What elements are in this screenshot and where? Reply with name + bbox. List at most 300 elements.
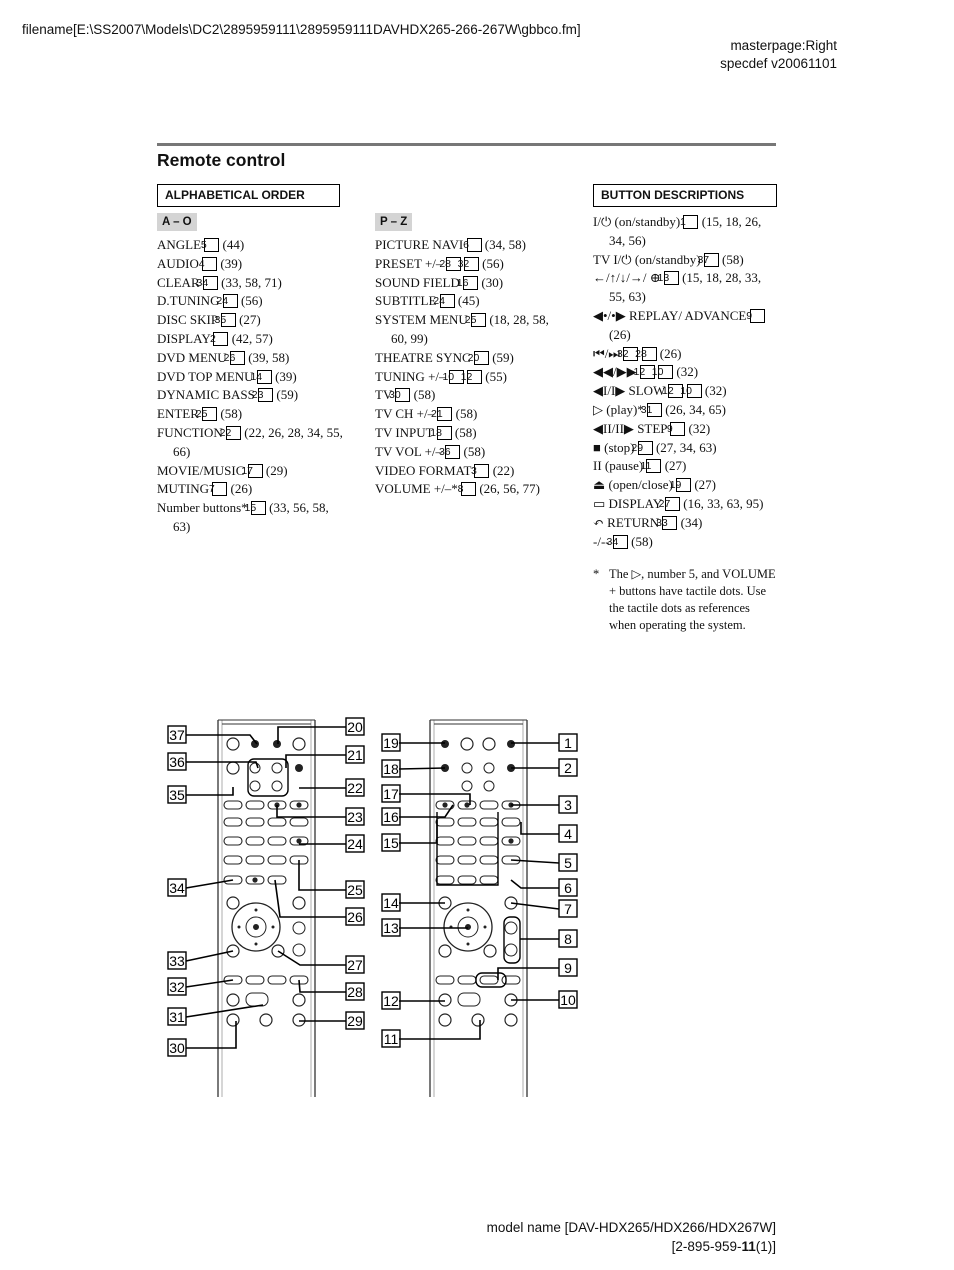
remote-right-pill-marker (442, 802, 447, 807)
index-a-o-name: D.TUNING (157, 293, 220, 309)
index-a-o-ref-number: 26 (230, 351, 245, 365)
index-p-z-ref-number: 21 (437, 407, 452, 421)
remote-right-bottom-button (505, 1014, 517, 1026)
leader-line (278, 951, 346, 965)
index-p-z-name: TV CH +/– (375, 406, 435, 422)
description-pages: (26) (659, 345, 682, 361)
callout-5-label: 5 (564, 855, 572, 871)
callout-2-label: 2 (564, 760, 572, 776)
remote-left-rew-button (227, 994, 239, 1006)
callout-32 (168, 978, 186, 995)
callout-15-label: 15 (383, 835, 399, 851)
description-symbol: I/⏻ (593, 214, 612, 229)
index-a-o-pages: (56) (240, 293, 263, 309)
remote-left-corner-button (293, 897, 305, 909)
index-p-z-ref-number: 3 (474, 464, 489, 478)
index-a-o-name: CLEAR (157, 274, 200, 290)
remote-right-pill-button (480, 837, 498, 845)
remote-left-bottom-button (227, 1014, 239, 1026)
remote-right-transport-button (480, 976, 498, 984)
remote-left-pill-button (246, 818, 264, 826)
footnote-text: The ▷, number 5, and VOLUME + buttons have tactile dots. Use the tactile dots as references when operating the system. (609, 567, 776, 632)
index-p-z-name: SYSTEM MENU (375, 312, 468, 328)
description-name: DISPLAY (608, 495, 662, 511)
index-p-z-pages: (45) (457, 293, 480, 309)
remote-left-arrow (255, 909, 258, 912)
remote-left-pill-marker (252, 877, 257, 882)
remote-left-pill-marker (296, 838, 301, 843)
index-a-o-pages: (39) (220, 255, 243, 271)
callout-25-label: 25 (347, 882, 363, 898)
remote-left-pill-button (224, 856, 242, 864)
index-a-o-pages: (29) (265, 462, 288, 478)
callout-34-label: 34 (169, 880, 185, 896)
leader-line (275, 880, 346, 917)
remote-right-pill-button (458, 856, 476, 864)
leader-line (399, 768, 445, 769)
index-a-o-name: DVD TOP MENU (157, 368, 254, 384)
description-name: (pause) (604, 458, 644, 474)
index-p-z-pages: (58) (455, 406, 478, 422)
index-p-z-name: TUNING +/– (375, 368, 446, 384)
index-a-o-ref-number: 14 (257, 370, 272, 384)
header-masterpage-text: masterpage:Right (730, 38, 837, 53)
index-p-z-name: TV INPUT (375, 424, 434, 440)
description-pages: (58) (631, 533, 653, 549)
description-ref-number: 9 (750, 309, 765, 323)
remote-left-pill-marker (296, 802, 301, 807)
remote-right-corner-button (439, 945, 451, 957)
remote-left-bottom-button (260, 1014, 272, 1026)
leader-line (511, 880, 559, 888)
index-a-o-pages: (44) (222, 237, 245, 252)
index-p-z-pages: (58) (454, 424, 477, 440)
description-ref-number: 31 (647, 403, 662, 417)
index-p-z-name: PICTURE NAVI (375, 237, 464, 252)
remote-right-top-row-button (507, 740, 515, 748)
callout-10-label: 10 (560, 992, 576, 1008)
index-a-o-ref-number: 24 (223, 294, 238, 308)
page-title: Remote control (157, 150, 286, 170)
callout-14-label: 14 (383, 895, 399, 911)
callout-19 (382, 734, 400, 751)
callout-12-label: 12 (383, 993, 399, 1009)
callout-34 (168, 879, 186, 896)
callout-5 (559, 854, 577, 871)
remote-right-arrow (484, 926, 487, 929)
remote-left-top (218, 720, 315, 724)
description-ref-number: 12 (668, 384, 683, 398)
description-ref-number: 19 (676, 478, 691, 492)
index-p-z-ref-number: 16 (463, 276, 478, 290)
index-a-o-name: MOVIE/MUSIC (157, 462, 245, 478)
footer (487, 1218, 776, 1256)
callout-36 (168, 753, 186, 770)
description-pages: (32) (688, 420, 711, 436)
description-ref-number: 12 (640, 365, 655, 379)
callout-33-label: 33 (169, 953, 185, 969)
remote-right-pill-marker (464, 802, 469, 807)
remote-left-top-row-button (293, 738, 305, 750)
remote-right-pill-button (436, 818, 454, 826)
remote-left-play (246, 993, 268, 1006)
index-a-o-pages: (58) (220, 406, 243, 422)
callout-28-label: 28 (347, 984, 363, 1000)
description-ref-number: 28 (642, 347, 657, 361)
description-symbol: ◀II/II▶ (593, 420, 634, 436)
description-ref-number: 11 (646, 459, 661, 473)
index-p-z-ref-number: 12 (467, 370, 482, 384)
index-p-z-pages: (55) (485, 368, 507, 384)
remote-left-ff-button (293, 994, 305, 1006)
description-pages: (58) (722, 251, 744, 267)
callout-24-label: 24 (347, 836, 363, 852)
remote-left-second-row-button (227, 762, 239, 774)
description-ref-number: 10 (687, 384, 702, 398)
remote-left-pill-button (246, 801, 264, 809)
remote-left-plus (250, 763, 260, 773)
index-p-z-pages: (58) (463, 443, 486, 459)
description-symbol: TV I/⏻ (593, 251, 632, 267)
remote-right-pill-button (502, 818, 520, 826)
description-symbol: ◀◀/▶▶ (593, 364, 637, 380)
index-a-o-ref-number: 15 (251, 501, 266, 515)
remote-right-top-row-button (461, 738, 473, 750)
callout-12 (382, 992, 400, 1009)
index-a-o-name: DYNAMIC BASS (157, 387, 255, 403)
remote-right-plus (484, 763, 494, 773)
description-name: (play)* (606, 401, 644, 417)
callout-16 (382, 808, 400, 825)
remote-left-pill-button (268, 876, 286, 884)
description-pages: (27) (664, 458, 687, 474)
index-p-z-ref-number: 10 (449, 370, 464, 384)
header-filename: filename[E:\SS2007\Models\DC2\2895959111\2895959111DAVHDX265-266-267W\gbbco.fm] (22, 22, 581, 37)
description-symbol: ⏏ (593, 477, 606, 493)
remote-right-transport-button (458, 976, 476, 984)
leader-line (186, 787, 233, 795)
callout-8-label: 8 (564, 931, 572, 947)
callout-8 (559, 930, 577, 947)
header-specdef-text: specdef v20061101 (720, 56, 837, 71)
index-a-o-ref-number: 7 (212, 482, 227, 496)
callout-20-label: 20 (347, 719, 363, 735)
description-pages: (27) (694, 477, 716, 493)
index-a-o-ref-number: 25 (202, 407, 217, 421)
description-name: (stop) (604, 439, 635, 455)
callout-6 (559, 879, 577, 896)
callout-36-label: 36 (169, 754, 185, 770)
callout-25 (346, 881, 364, 898)
remote-right-arrow (467, 943, 470, 946)
footnote-star: * (593, 567, 600, 581)
index-p-z-ref-number: 32 (464, 257, 479, 271)
remote-right-pill-button (480, 801, 498, 809)
remote-right-pill-button (458, 837, 476, 845)
index-p-z-pages: (59) (492, 349, 514, 365)
remote-left-second-row-button (295, 764, 303, 772)
callout-19-label: 19 (383, 735, 399, 751)
callout-17 (382, 785, 400, 802)
leader-line (186, 951, 233, 961)
index-p-z-ref-number: 8 (461, 482, 476, 496)
description-symbol: ■ (593, 439, 601, 455)
callout-7-label: 7 (564, 901, 572, 917)
description-symbol: ←/↑/↓/→/ ⊕ (593, 270, 661, 286)
callout-20 (346, 718, 364, 735)
callout-31 (168, 1008, 186, 1025)
footer-code-suffix: (1)] (755, 1239, 776, 1254)
index-a-o-ref-number: 17 (248, 464, 263, 478)
callout-6-label: 6 (564, 880, 572, 896)
description-ref-number: 1 (683, 215, 698, 229)
remote-right-plus (462, 763, 472, 773)
remote-right-pill-button (480, 818, 498, 826)
index-p-z-name: TV VOL +/– (375, 443, 443, 459)
remote-left-transport-button (246, 976, 264, 984)
remote-left-vol-minus (293, 944, 305, 956)
description-symbol: ◀I/I▶ (593, 383, 626, 399)
description-ref-number: 9 (670, 422, 685, 436)
leader-line (277, 805, 346, 817)
callout-29-label: 29 (347, 1013, 363, 1029)
remote-right-transport-button (502, 976, 520, 984)
description-symbol: ↶ (593, 514, 604, 530)
remote-left-top-row-button (273, 740, 281, 748)
description-ref-number: 27 (665, 497, 680, 511)
index-p-z-name: VIDEO FORMAT (375, 462, 472, 478)
description-name: (open/close) (608, 477, 673, 493)
leader-line (186, 735, 257, 744)
callout-7 (559, 900, 577, 917)
index-p-z-pages: (22) (492, 462, 515, 478)
description-pages: (15, 18, 28, 33, 55, 63) (609, 270, 762, 305)
index-a-o-ref-number: 2 (213, 332, 228, 346)
callout-3 (559, 796, 577, 813)
index-p-z-pages: (34, 58) (484, 237, 526, 252)
leader-line (286, 755, 346, 768)
index-a-o-ref-number: 4 (202, 257, 217, 271)
index-p-z-name: VOLUME +/–* (375, 481, 458, 497)
remote-right-top (430, 720, 527, 724)
index-p-z-ref-number: 20 (474, 351, 489, 365)
leader-line (299, 860, 346, 890)
leader-line (278, 727, 346, 744)
remote-right-minus (484, 781, 494, 791)
index-a-o-ref-number: 35 (221, 313, 236, 327)
index-p-z-ref-number: 28 (446, 257, 461, 271)
callout-37-label: 37 (169, 727, 185, 743)
index-a-o-pages: (27) (239, 312, 261, 328)
index-a-o-pages: (22, 26, 28, 34, 55, 66) (173, 424, 343, 459)
remote-left-vol-plus (293, 922, 305, 934)
description-name: REPLAY/ ADVANCE (628, 307, 747, 323)
remote-right-pill-button (480, 856, 498, 864)
description-pages: (32) (704, 383, 727, 399)
footer-code-prefix: [2-895-959- (671, 1239, 742, 1254)
callout-26 (346, 908, 364, 925)
remote-right-bottom-button (439, 1014, 451, 1026)
index-a-o-name: ANGLE (157, 237, 202, 252)
callout-35 (168, 786, 186, 803)
index-a-o-name: DISPLAY (157, 330, 211, 346)
remote-right-corner-button (484, 945, 496, 957)
leader-line (186, 1005, 263, 1017)
description-ref-number: 13 (664, 271, 679, 285)
callout-18 (382, 760, 400, 777)
remote-right-vol-minus (505, 944, 517, 956)
description-pages: (32) (676, 364, 699, 380)
description-symbol: II (593, 458, 602, 474)
section-label-p-z: P – Z (375, 213, 412, 231)
remote-right-pill-button (480, 876, 498, 884)
index-a-o-pages: (33, 56, 58, 63) (173, 500, 329, 534)
remote-left-pill-button (224, 837, 242, 845)
index-p-z-pages: (26, 56, 77) (479, 481, 540, 497)
index-p-z-pages: (18, 28, 58, 60, 99) (391, 312, 549, 346)
callout-28 (346, 983, 364, 1000)
footer-model: model name [DAV-HDX265/HDX266/HDX267W] (486, 1220, 776, 1235)
index-p-z-name: TV (375, 387, 393, 403)
remote-left-pill-button (290, 818, 308, 826)
index-p-z-pages: (56) (482, 255, 504, 271)
callout-3-label: 3 (564, 797, 572, 813)
index-p-z-pages: (58) (413, 387, 436, 403)
index-a-o-name: ENTER (157, 406, 199, 422)
index-a-o-name: AUDIO (157, 255, 199, 271)
callout-33 (168, 952, 186, 969)
description-pages: (26) (609, 326, 631, 342)
index-a-o-pages: (42, 57) (231, 330, 273, 346)
remote-left-minus (272, 781, 282, 791)
description-symbol: ◀•/•▶ (593, 307, 626, 323)
index-a-o-name: MUTING (157, 481, 209, 497)
callout-30 (168, 1039, 186, 1056)
remote-right-top-row-button (441, 740, 449, 748)
remote-left-pill-button (246, 837, 264, 845)
callout-27 (346, 956, 364, 973)
callout-30-label: 30 (169, 1040, 185, 1056)
index-p-z-ref-number: 30 (395, 388, 410, 402)
index-p-z-name: PRESET +/– (375, 255, 443, 271)
callout-18-label: 18 (383, 761, 399, 777)
description-symbol: ▷ (593, 401, 603, 417)
description-name: SLOW (628, 383, 666, 399)
remote-right-rew-button (439, 994, 451, 1006)
callout-26-label: 26 (347, 909, 363, 925)
callout-23-label: 23 (347, 809, 363, 825)
callout-23 (346, 808, 364, 825)
index-p-z-name: THEATRE SYNC (375, 349, 471, 365)
remote-left-plus (272, 763, 282, 773)
description-pages: (15, 18, 26, 34, 56) (609, 214, 762, 248)
description-symbol: -/-- (593, 533, 610, 549)
remote-right-vol-plus (505, 922, 517, 934)
callout-9 (559, 959, 577, 976)
index-p-z-ref-number: 18 (437, 426, 452, 440)
remote-left-transport-button (268, 976, 286, 984)
footer-code-bold: 11 (741, 1239, 756, 1254)
remote-right-bottom-button (472, 1014, 484, 1026)
button-descriptions-heading: BUTTON DESCRIPTIONS (593, 184, 777, 207)
callout-2 (559, 759, 577, 776)
remote-right-play (458, 993, 480, 1006)
remote-left-corner-button (227, 897, 239, 909)
index-p-z-ref-number: 25 (471, 313, 486, 327)
callout-22 (346, 779, 364, 796)
description-pages: (34) (680, 514, 703, 530)
index-a-o-pages: (33, 58, 71) (221, 274, 282, 290)
footer-code (487, 1237, 776, 1256)
index-a-o-ref-number: 23 (258, 388, 273, 402)
description-name: (on/standby) (614, 214, 681, 229)
remote-left-arrow (255, 943, 258, 946)
callout-11-label: 11 (383, 1031, 399, 1047)
index-a-o-name: DISC SKIP (157, 312, 218, 328)
section-label-a-o: A – O (157, 213, 197, 231)
callout-32-label: 32 (169, 979, 185, 995)
remote-right-top-row-button (483, 738, 495, 750)
index-a-o-ref-number: 5 (204, 238, 219, 252)
callout-24 (346, 835, 364, 852)
index-p-z-ref-number: 6 (467, 238, 482, 252)
callout-9-label: 9 (564, 960, 572, 976)
remote-left-pill-button (268, 818, 286, 826)
remote-right-pill-marker (508, 838, 513, 843)
description-ref-number: 29 (638, 441, 653, 455)
remote-right-transport-button (436, 976, 454, 984)
remote-right-pill-button (458, 818, 476, 826)
leader-line (186, 1021, 236, 1048)
callout-29 (346, 1012, 364, 1029)
callout-15 (382, 834, 400, 851)
description-pages: (26, 34, 65) (665, 401, 726, 417)
index-p-z-ref-number: 36 (445, 445, 460, 459)
callout-31-label: 31 (169, 1009, 185, 1025)
callout-13-label: 13 (383, 920, 399, 936)
remote-right-enter-marker (465, 924, 471, 930)
remote-right-pill-button (436, 876, 454, 884)
remote-right-pill-button (436, 837, 454, 845)
alphabetical-order-heading: ALPHABETICAL ORDER (157, 184, 340, 207)
callout-16-label: 16 (383, 809, 399, 825)
description-name: RETURN (607, 514, 660, 530)
callout-11 (382, 1030, 400, 1047)
remote-left-arrow (238, 926, 241, 929)
remote-left-pill-button (224, 801, 242, 809)
callout-10 (559, 991, 577, 1008)
index-p-z-name: SOUND FIELD (375, 274, 460, 290)
callout-21-label: 21 (347, 747, 363, 763)
remote-right-pill-button (436, 856, 454, 864)
leader-line (511, 903, 559, 909)
index-a-o-pages: (39, 58) (248, 349, 290, 365)
description-pages: (27, 34, 63) (655, 439, 717, 455)
remote-left-pill-button (224, 818, 242, 826)
callout-4 (559, 825, 577, 842)
callout-4-label: 4 (564, 826, 572, 842)
description-ref-number: 34 (613, 535, 628, 549)
index-a-o-name: FUNCTION (157, 424, 223, 440)
description-symbol: ▭ (593, 495, 606, 511)
index-a-o-name: Number buttons* (157, 500, 248, 516)
leader-line (399, 820, 437, 843)
callout-22-label: 22 (347, 780, 363, 796)
remote-left-pill-button (268, 856, 286, 864)
description-ref-number: 32 (623, 347, 638, 361)
remote-left-pill-button (268, 837, 286, 845)
description-symbol: ⏮/⏭ (593, 345, 621, 361)
